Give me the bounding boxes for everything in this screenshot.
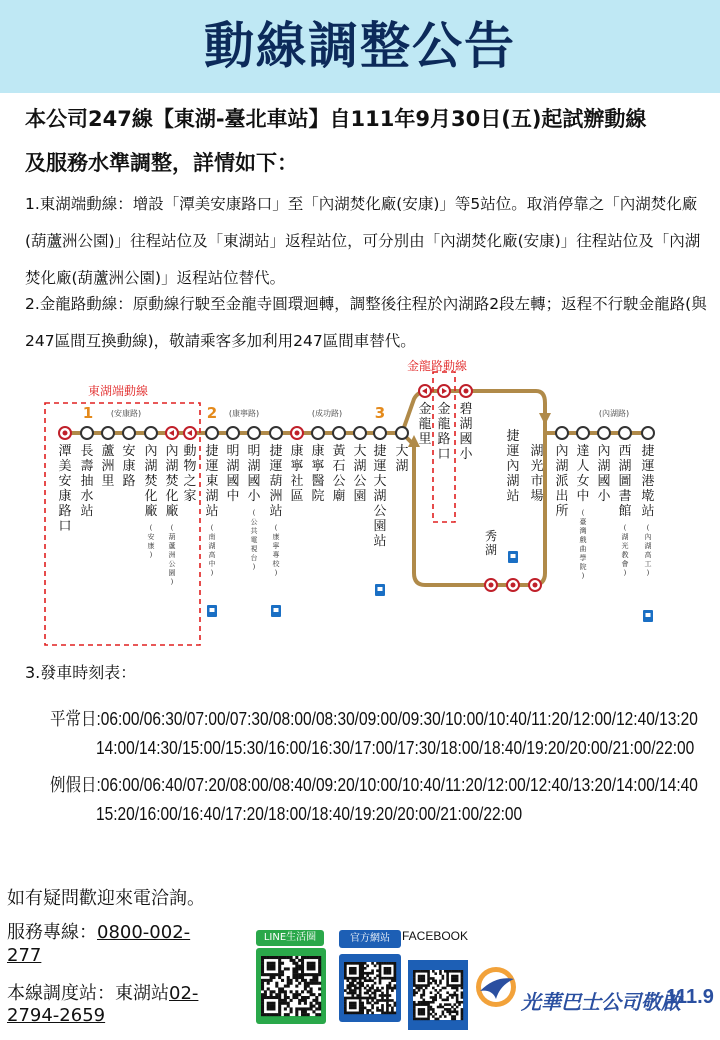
main-stop-note-4: (安康) (147, 524, 155, 559)
loop-bottom-stop-0-dot (489, 583, 494, 588)
main-stop-15-marker (374, 427, 386, 439)
contact-ask: 如有疑問歡迎來電洽詢。 (7, 888, 205, 909)
right-stop-4-marker (642, 427, 654, 439)
intro-line-2: 及服務水準調整，詳情如下： (25, 151, 298, 175)
route-arrow-down (539, 413, 551, 425)
main-stop-name-10: 捷運葫洲站 (269, 444, 283, 519)
official-qr-block[interactable] (339, 930, 401, 1026)
main-stop-name-9: 明湖國小 (247, 444, 261, 504)
road-label-2: (成功路) (311, 409, 343, 418)
weekday-schedule-line-2: 14:00/14:30/15:00/15:30/16:00/16:30/17:00/17:30/18:00/18:40/19:20/20:00/21:00/22:00 (96, 738, 695, 758)
loop-stop-name-3: 捷運內湖站 (506, 429, 520, 504)
weekday-times-1: 06:00/06:30/07:00/07:30/08:00/08:30/09:00/09:30/10:00/10:40/11:20/12:00/12:40/13:20 (100, 709, 698, 729)
road-label-0: (安康路) (110, 409, 142, 418)
weekday-label: 平常日: (50, 709, 101, 729)
loop-stop-name-4: 湖光市場 (530, 444, 544, 504)
loop-metro-metro-window (511, 554, 516, 558)
right-stop-2-marker (598, 427, 610, 439)
main-stop-name-2: 蘆洲里 (101, 444, 115, 489)
main-stop-name-5: 內湖焚化廠 (165, 444, 179, 519)
line-qr-block[interactable] (256, 930, 326, 1028)
main-stop-name-16: 大湖 (395, 444, 409, 474)
official-qr-code[interactable] (339, 954, 401, 1022)
right-stop-note-1: (臺灣戲曲學院) (579, 509, 587, 580)
east-route-label: 東湖端動線 (88, 384, 149, 398)
main-stop-name-15: 捷運大湖公園站 (373, 444, 387, 549)
main-stop-14-marker (354, 427, 366, 439)
right-stop-note-4: (內湖高工) (644, 524, 652, 577)
main-stop-name-7: 捷運東湖站 (205, 444, 219, 519)
main-stop-2-marker (102, 427, 114, 439)
route-map (0, 355, 720, 655)
main-stop-7-marker (206, 427, 218, 439)
depot-row (7, 979, 198, 1005)
main-stop-note-5: (葫蘆洲公園) (168, 524, 176, 586)
main-stop-name-14: 大湖公園 (353, 444, 367, 504)
hotline-number-a[interactable]: 0800-002- (97, 922, 191, 943)
facebook-label: FACEBOOK (402, 929, 469, 943)
right-stop-0-marker (556, 427, 568, 439)
main-stop-name-4: 內湖焚化廠 (144, 444, 158, 519)
main-stop-8-marker (227, 427, 239, 439)
right-stop-name-1: 達人女中 (576, 444, 590, 504)
right-metro-metro-window (646, 613, 651, 617)
main-stop-name-6: 動物之家 (183, 444, 197, 504)
facebook-qr-block[interactable] (408, 960, 468, 1034)
depot-number-b (7, 1005, 105, 1026)
route-line-loop-bottom (402, 433, 545, 585)
right-stop-note-3: (湖光教會) (621, 524, 629, 577)
hotline-label: 服務專線： (7, 922, 97, 943)
holiday-schedule-line-2: 15:20/16:00/16:40/17:20/18:00/18:40/19:20/20:00/21:00/22:00 (96, 804, 523, 824)
header-banner (0, 0, 720, 93)
notice-date: 111.9 (666, 986, 714, 1008)
main-metro-0-metro-window (210, 608, 215, 612)
company-signature: 光華巴士公司敬啟 (521, 990, 681, 1014)
section-marker-2: 2 (206, 404, 218, 422)
main-stop-name-8: 明湖國中 (226, 444, 240, 504)
main-stop-16-marker (396, 427, 408, 439)
main-stop-name-3: 安康路 (122, 444, 136, 489)
loop-stop-name-1: 金龍路口 (437, 402, 451, 462)
right-stop-name-4: 捷運港墘站 (641, 444, 655, 519)
intro-line-1: 本公司247線【東湖-臺北車站】自111年9月30日(五)起試辦動線 (25, 107, 647, 131)
main-stop-12-marker (312, 427, 324, 439)
depot-label: 本線調度站：東湖站 (7, 983, 169, 1004)
holiday-times-1: 06:00/06:40/07:20/08:00/08:40/09:20/10:00/10:40/11:20/12:00/12:40/13:20/14:00/14:40 (100, 775, 698, 795)
main-stop-4-marker (145, 427, 157, 439)
main-stop-name-13: 黃石公廟 (332, 444, 346, 504)
main-stop-note-10: (康寧專校) (272, 524, 280, 577)
main-stop-11-dot (295, 431, 300, 436)
hotline-number-b (7, 945, 41, 966)
notice-item-1: 1.東湖端動線：增設「潭美安康路口」至「內湖焚化廠(安康)」等5站位。取消停靠之「內湖焚化廠(葫蘆洲公園)」往程站位及「東湖站」返程站位，可分別由「內湖焚化廠(安康)」往程站位及「內湖焚化廠(葫蘆洲公園)」返程站位替代。 (25, 195, 701, 287)
weekday-schedule-line-1 (50, 705, 698, 731)
loop-stop-name-2: 碧湖國小 (459, 402, 473, 462)
right-stop-name-3: 西湖圖書館 (618, 444, 632, 519)
main-stop-1-marker (81, 427, 93, 439)
section-marker-1: 1 (82, 404, 94, 422)
main-stop-13-marker (333, 427, 345, 439)
road-label-3: (內湖路) (598, 409, 630, 418)
main-stop-name-1: 長壽抽水站 (80, 444, 94, 519)
holiday-schedule-line-1 (50, 771, 698, 797)
loop-stop-name-5: 秀湖 (484, 529, 498, 557)
company-logo (474, 965, 518, 1009)
main-stop-name-0: 潭美安康路口 (58, 444, 72, 534)
right-stop-name-2: 內湖國小 (597, 444, 611, 504)
line-qr-label: LINE生活圈 (256, 930, 324, 946)
notice-item-2: 2.金龍路動線：原動線行駛至金龍寺圓環迴轉，調整後往程於內湖路2段左轉；返程不行駛金龍路(與247區間互換動線)，敬請乘客多加利用247區間車替代。 (25, 295, 707, 350)
road-label-1: (康寧路) (228, 409, 260, 418)
hotline-row (7, 918, 190, 944)
schedule-title: 3.發車時刻表： (25, 663, 137, 682)
facebook-qr-code[interactable] (408, 960, 468, 1030)
depot-number-a[interactable]: 02- (169, 983, 199, 1004)
section-marker-3: 3 (374, 404, 386, 422)
right-stop-1-marker (577, 427, 589, 439)
depot-number-b-text[interactable]: 2794-2659 (7, 1005, 106, 1026)
main-stop-10-marker (270, 427, 282, 439)
main-stop-9-marker (248, 427, 260, 439)
main-stop-note-9: (公共電視台) (250, 509, 258, 571)
right-stop-3-marker (619, 427, 631, 439)
main-stop-note-7: (南湖高中) (208, 524, 216, 577)
line-qr-code[interactable] (256, 948, 326, 1024)
loop-bottom-stop-1-dot (511, 583, 516, 588)
page-title: 動線調整公告 (204, 17, 516, 75)
loop-bottom-stop-2-dot (533, 583, 538, 588)
jinlong-route-label: 金龍路動線 (407, 359, 468, 373)
loop-stop-name-0: 金龍里 (418, 402, 432, 447)
main-stop-name-12: 康寧醫院 (311, 444, 325, 504)
main-metro-2-metro-window (378, 587, 383, 591)
hotline-number-b-text[interactable]: 277 (7, 945, 42, 966)
main-stop-name-11: 康寧社區 (290, 444, 304, 504)
holiday-label: 例假日: (50, 775, 101, 795)
main-metro-1-metro-window (274, 608, 279, 612)
official-qr-label: 官方網站 (339, 930, 401, 948)
main-stop-3-marker (123, 427, 135, 439)
main-stop-0-dot (63, 431, 68, 436)
right-stop-name-0: 內湖派出所 (555, 444, 569, 519)
loop-stop-2-dot (464, 389, 469, 394)
